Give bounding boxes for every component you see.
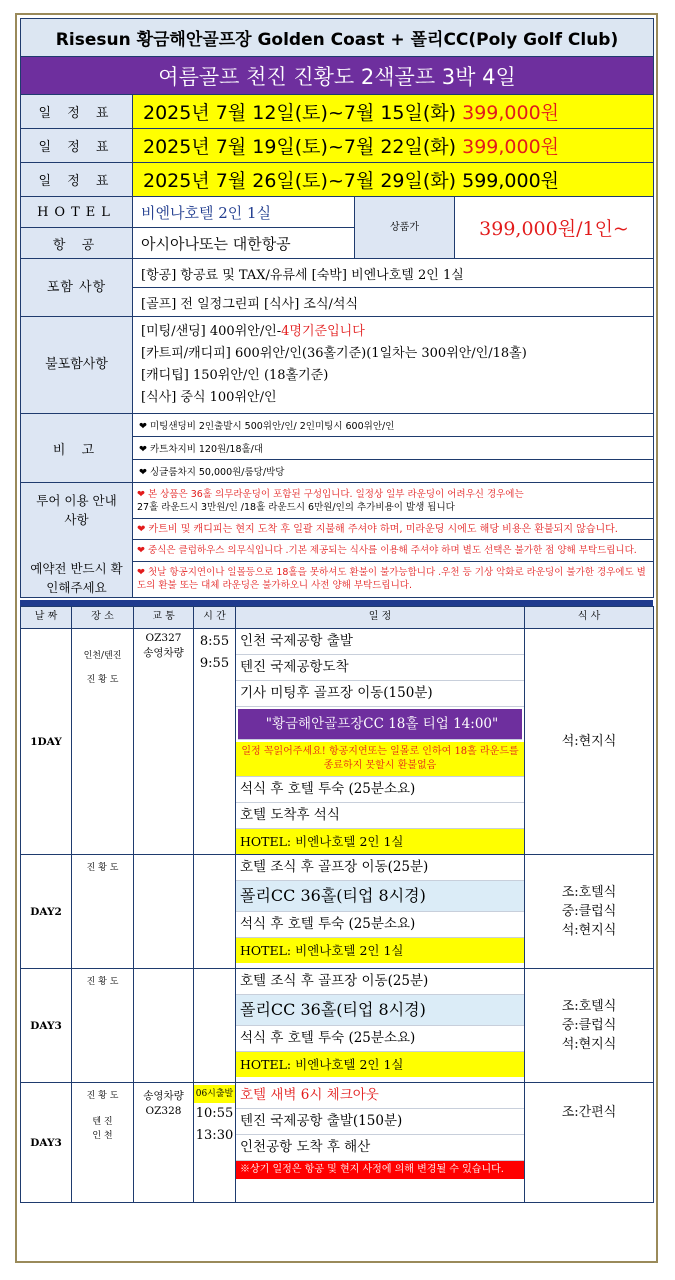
tour-note4: ❤ 첫날 항공지연이나 일몰등으로 18홀을 못하셔도 환불이 불가능합니다 .우천 등 기상 악화로 라운딩이 불가한 경우에도 별도의 환불 또는 대체 라운딩은 불가하오니 사전 양해 부탁드립니다.: [133, 561, 654, 597]
schedule-label: 일 정 표: [21, 129, 133, 163]
meal-line: 석:현지식: [561, 1037, 617, 1052]
place-cell: [72, 629, 134, 855]
schedule-cell: [236, 1083, 525, 1203]
place-line: 텐 진: [92, 1117, 113, 1127]
tour-info-label-top: 투어 이용 안내사항: [36, 493, 117, 527]
schedule-dates: 2025년 7월 12일(토)~7월 15일(화): [143, 102, 457, 124]
time-line: 8:55: [199, 634, 230, 649]
brochure: [20, 18, 653, 1203]
remark-line: ❤ 카트차지비 120원/18홀/대: [133, 437, 654, 460]
schedule-price: 399,000원: [462, 102, 560, 124]
time-cell: [194, 629, 236, 855]
place-line: 진 황 도: [72, 855, 134, 969]
meal-cell: 석:현지식: [525, 629, 654, 855]
included-label: 포함 사항: [21, 259, 133, 317]
schedule-event: 호텔 도착후 석식: [236, 803, 524, 829]
time-line: 9:55: [199, 656, 230, 671]
meal-line: 중:클럽식: [561, 1018, 617, 1033]
departure-time-badge: 06시출발: [194, 1085, 235, 1103]
excluded-label: 불포함사항: [21, 317, 133, 414]
transport-line: 송영차량: [143, 1090, 184, 1102]
flight-code: OZ328: [145, 1105, 182, 1117]
excluded-line1-red: 4명기준입니다: [281, 324, 365, 339]
col-header-meal: 식 사: [525, 607, 654, 629]
hotel-value: 비엔나호텔 2인 1실: [133, 197, 355, 228]
schedule-event: 석식 후 호텔 투숙 (25분소요): [236, 777, 524, 803]
col-header-schedule: 일 정: [236, 607, 525, 629]
schedule-dates: 2025년 7월 19일(토)~7월 22일(화): [143, 136, 457, 158]
col-header-transport: 교 통: [134, 607, 194, 629]
schedule-cell: [236, 855, 525, 969]
remarks-label: 비 고: [21, 414, 133, 483]
schedule-event: 석식 후 호텔 투숙 (25분소요): [236, 1026, 524, 1052]
excluded-line4: [식사] 중식 100위안/인: [141, 390, 277, 405]
meal-line: 조:호텔식: [561, 885, 617, 900]
airline-label: 항 공: [21, 228, 133, 259]
day-label: DAY3: [21, 969, 72, 1083]
day-label: DAY2: [21, 855, 72, 969]
time-cell: [194, 969, 236, 1083]
transport-cell: [134, 1083, 194, 1203]
meal-line: 조:호텔식: [561, 999, 617, 1014]
schedule-event: 텐진 국제공항도착: [236, 655, 524, 681]
schedule-event: 인천 국제공항 출발: [236, 629, 524, 655]
schedule-event: 텐진 국제공항 출발(150분): [236, 1109, 524, 1135]
schedule-cell: [236, 629, 525, 855]
tour-note2: ❤ 카트비 및 캐디피는 현지 도착 후 일괄 지불해 주셔야 하며, 미라운딩 시에도 해당 비용은 환불되지 않습니다.: [133, 519, 654, 540]
place-cell: [72, 1083, 134, 1203]
schedule-event: 기사 미팅후 골프장 이동(150분): [236, 681, 524, 707]
excluded-line: [141, 321, 645, 343]
product-price-label: 상품가: [355, 197, 455, 259]
schedule-event: 석식 후 호텔 투숙 (25분소요): [236, 912, 524, 938]
col-header-day: 날 짜: [21, 607, 72, 629]
meal-line: 석:현지식: [561, 923, 617, 938]
excluded-line2: [카트피/캐디피] 600위안/인(36홀기준)(1일차는 300위안/인/18홀): [141, 346, 527, 361]
airline-value: 아시아나또는 대한항공: [133, 228, 355, 259]
itinerary-row-day1: [21, 629, 654, 855]
place-line: 인 천: [92, 1131, 113, 1141]
included-line: [항공] 항공료 및 TAX/유류세 [숙박] 비엔나호텔 2인 1실: [133, 259, 654, 288]
product-price-value: 399,000원/1인~: [455, 197, 654, 259]
time-cell: [194, 1083, 236, 1203]
schedule-cell: [236, 969, 525, 1083]
place-line: 인천/텐진: [83, 651, 122, 661]
col-header-place: 장 소: [72, 607, 134, 629]
summary-table: [20, 18, 654, 598]
included-line: [골프] 전 일정그린피 [식사] 조식/석식: [133, 288, 654, 317]
tour-info-label-bottom: 예약전 반드시 확인해주세요: [30, 561, 123, 595]
tour-note1-red: ❤ 본 상품은 36홀 의무라운딩이 포함된 구성입니다. 일정상 일부 라운딩이 어려우신 경우에는: [137, 488, 524, 500]
place-line: 진 황 도: [86, 1091, 119, 1101]
hotel-label: HOTEL: [21, 197, 133, 228]
hotel-info: HOTEL: 비엔나호텔 2인 1실: [236, 938, 524, 963]
flight-code: OZ327: [145, 632, 182, 644]
place-line: 진 황 도: [72, 969, 134, 1083]
meal-cell: 조:간편식: [525, 1083, 654, 1203]
itinerary-row-day3: [21, 969, 654, 1083]
tour-note1-black: 27홀 라운드시 3만원/인 /18홀 라운드시 6만원/인의 추가비용이 발생 됩니다: [137, 501, 455, 513]
schedule-price: 399,000원: [462, 136, 560, 158]
itinerary-row-day2: [21, 855, 654, 969]
transport-cell: [134, 629, 194, 855]
transport-cell: [134, 855, 194, 969]
excluded-content: [133, 317, 654, 414]
checkout-event: 호텔 새벽 6시 체크아웃: [236, 1083, 524, 1109]
tour-note: [133, 483, 654, 519]
schedule-row: [133, 163, 654, 197]
day-label: 1DAY: [21, 629, 72, 855]
schedule-row: [133, 95, 654, 129]
time-line: 13:30: [195, 1128, 234, 1143]
meal-line: 중:클럽식: [561, 904, 617, 919]
transport-line: 송영차량: [143, 647, 184, 659]
hotel-info: HOTEL: 비엔나호텔 2인 1실: [236, 1052, 524, 1077]
hotel-info: HOTEL: 비엔나호텔 2인 1실: [236, 829, 524, 854]
time-line: 10:55: [195, 1106, 234, 1121]
page-title: Risesun 황금해안골프장 Golden Coast + 폴리CC(Poly Golf Club): [21, 19, 654, 57]
schedule-row: [133, 129, 654, 163]
golf-round: 폴리CC 36홀(티업 8시경): [236, 995, 524, 1026]
remark-line: ❤ 싱글룸차지 50,000원/룸당/박당: [133, 460, 654, 483]
itinerary-table: [20, 606, 654, 1203]
time-cell: [194, 855, 236, 969]
meal-cell: [525, 855, 654, 969]
schedule-event: 호텔 조식 후 골프장 이동(25분): [236, 969, 524, 995]
transport-cell: [134, 969, 194, 1083]
refund-warning: 일정 꼭읽어주세요! 항공지연또는 일몰로 인하여 18홀 라운드를 종료하지 못할시 환불없음: [236, 742, 524, 777]
schedule-event: 인천공항 도착 후 해산: [236, 1135, 524, 1161]
schedule-label: 일 정 표: [21, 95, 133, 129]
change-notice: ※상기 일정은 항공 및 현지 사정에 의해 변경될 수 있습니다.: [236, 1161, 524, 1179]
day-label: DAY3: [21, 1083, 72, 1203]
place-line: 진 황 도: [86, 675, 119, 685]
excluded-line1: [미팅/샌딩] 400위안/인-: [141, 324, 282, 339]
schedule-price: 599,000원: [462, 170, 560, 192]
col-header-time: 시 간: [194, 607, 236, 629]
golf-teeoff: "황금해안골프장CC 18홀 티업 14:00": [238, 709, 522, 740]
page-subtitle: 여름골프 천진 진황도 2색골프 3박 4일: [21, 57, 654, 95]
meal-cell: [525, 969, 654, 1083]
tour-note3: ❤ 중식은 클럽하우스 의무식입니다 .기본 제공되는 식사를 이용해 주셔야 하며 별도 선택은 불가한 점 양해 부탁드립니다.: [133, 540, 654, 561]
schedule-label: 일 정 표: [21, 163, 133, 197]
tour-info-label: [21, 483, 133, 598]
schedule-event: 호텔 조식 후 골프장 이동(25분): [236, 855, 524, 881]
remark-line: ❤ 미팅샌딩비 2인출발시 500위안/인/ 2인미팅시 600위안/인: [133, 414, 654, 437]
itinerary-row-day4: [21, 1083, 654, 1203]
schedule-dates: 2025년 7월 26일(토)~7월 29일(화): [143, 170, 457, 192]
excluded-line3: [캐디팁] 150위안/인 (18홀기준): [141, 368, 329, 383]
golf-round: 폴리CC 36홀(티업 8시경): [236, 881, 524, 912]
